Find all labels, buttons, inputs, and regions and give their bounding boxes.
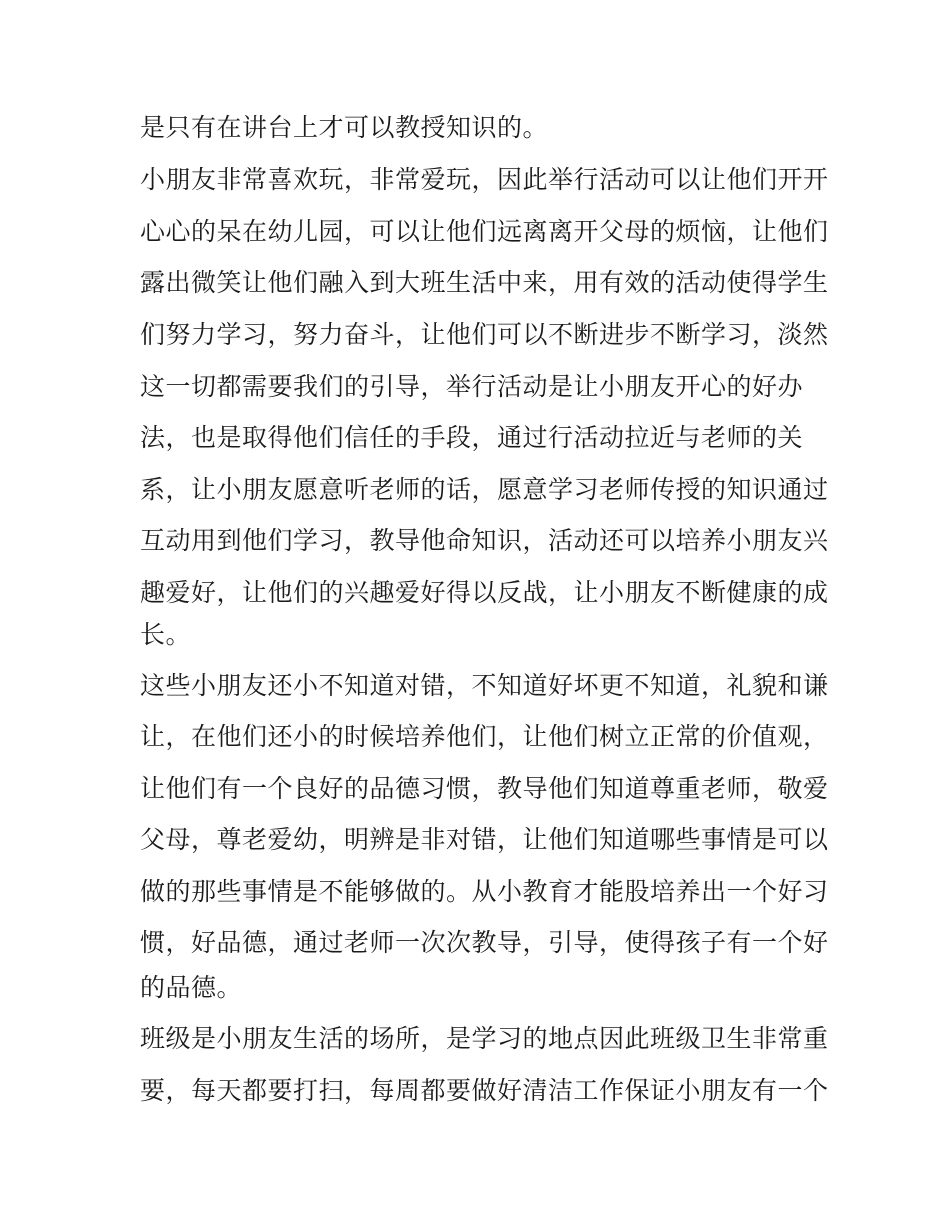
text-line: 班级是小朋友生活的场所，是学习的地点因此班级卫生非常重 <box>140 1024 829 1053</box>
text-line: 系，让小朋友愿意听老师的话，愿意学习老师传授的知识通过 <box>140 475 829 504</box>
text-line: 是只有在讲台上才可以教授知识的。 <box>140 113 549 142</box>
text-line: 父母，尊老爱幼，明辨是非对错，让他们知道哪些事情是可以 <box>140 825 829 854</box>
text-line: 小朋友非常喜欢玩，非常爱玩，因此举行活动可以让他们开开 <box>140 165 829 194</box>
text-line: 互动用到他们学习，教导他命知识，活动还可以培养小朋友兴 <box>140 526 829 555</box>
text-line: 趣爱好，让他们的兴趣爱好得以反战，让小朋友不断健康的成 <box>140 578 829 607</box>
text-line: 惯，好品德，通过老师一次次教导，引导，使得孩子有一个好 <box>140 928 829 957</box>
text-line: 法，也是取得他们信任的手段，通过行活动拉近与老师的关 <box>140 423 804 452</box>
text-line: 这一切都需要我们的引导，举行活动是让小朋友开心的好办 <box>140 372 804 401</box>
text-line: 长。 <box>140 620 192 649</box>
text-line: 让他们有一个良好的品德习惯，教导他们知道尊重老师，敬爱 <box>140 774 829 803</box>
text-line: 这些小朋友还小不知道对错，不知道好坏更不知道，礼貌和谦 <box>140 671 829 700</box>
text-line: 让，在他们还小的时候培养他们，让他们树立正常的价值观， <box>140 722 829 751</box>
text-line: 露出微笑让他们融入到大班生活中来，用有效的活动使得学生 <box>140 268 829 297</box>
text-line: 们努力学习，努力奋斗，让他们可以不断进步不断学习，淡然 <box>140 320 829 349</box>
text-line: 做的那些事情是不能够做的。从小教育才能股培养出一个好习 <box>140 877 829 906</box>
text-line: 的品德。 <box>140 973 243 1002</box>
text-line: 要，每天都要打扫，每周都要做好清洁工作保证小朋友有一个 <box>140 1076 829 1105</box>
text-line: 心心的呆在幼儿园，可以让他们远离离开父母的烦恼，让他们 <box>140 217 829 246</box>
